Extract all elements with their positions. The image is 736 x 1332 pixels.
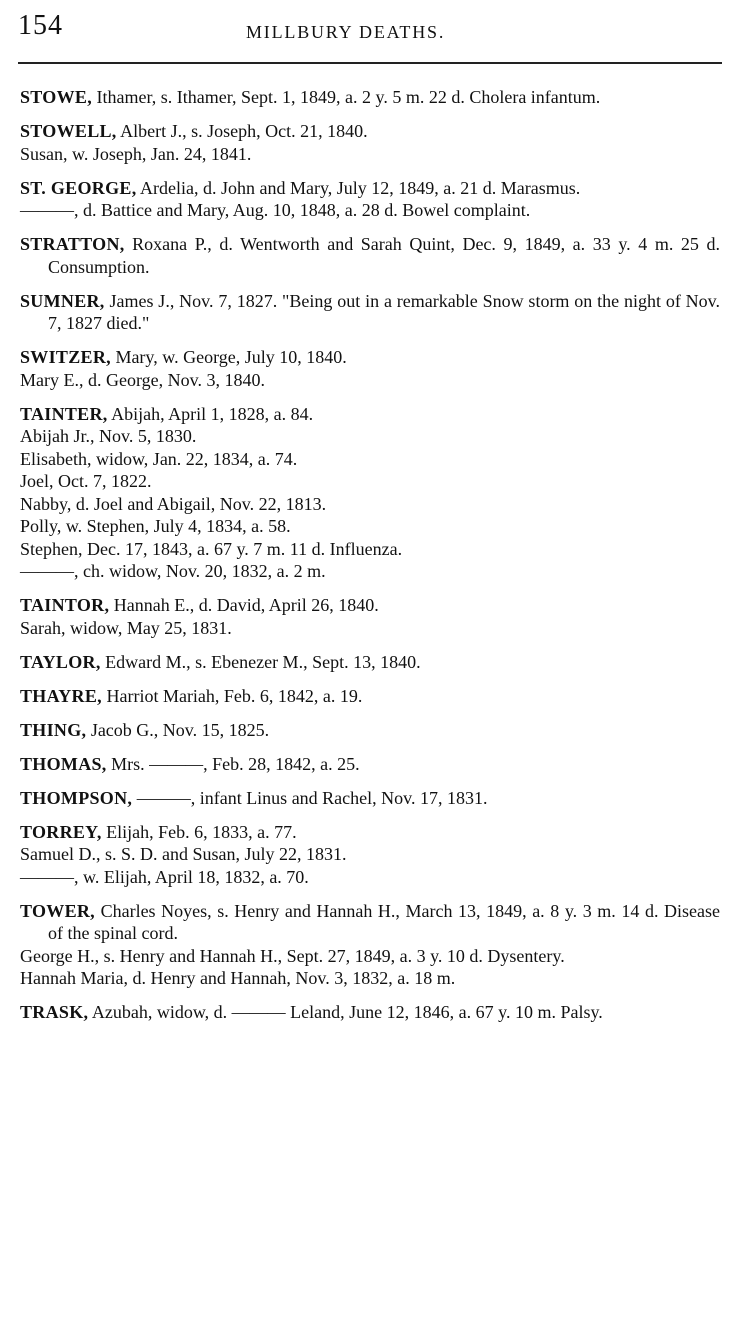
entry-line bbox=[20, 493, 720, 516]
entry-first-line bbox=[20, 900, 720, 945]
entry-first-line bbox=[20, 403, 720, 426]
surname-group bbox=[20, 900, 720, 990]
entry-line bbox=[20, 425, 720, 448]
surname-heading: THOMPSON, bbox=[20, 787, 133, 808]
entry-text: Abijah Jr., Nov. 5, 1830. bbox=[20, 426, 197, 446]
entry-line bbox=[20, 448, 720, 471]
surname-group bbox=[20, 787, 720, 810]
page-number: 154 bbox=[18, 10, 63, 41]
entry-text: Elijah, Feb. 6, 1833, a. 77. bbox=[106, 821, 297, 842]
entry-first-line bbox=[20, 177, 720, 200]
entry-line bbox=[20, 967, 720, 990]
entry-line bbox=[20, 617, 720, 640]
surname-heading: THING, bbox=[20, 719, 87, 740]
surname-heading: STRATTON, bbox=[20, 234, 125, 254]
entry-line bbox=[20, 945, 720, 968]
entry-line bbox=[20, 515, 720, 538]
surname-group bbox=[20, 821, 720, 889]
surname-group bbox=[20, 290, 720, 335]
entry-text: Harriot Mariah, Feb. 6, 1842, a. 19. bbox=[106, 685, 363, 706]
entry-text: Joel, Oct. 7, 1822. bbox=[20, 471, 152, 491]
entry-text: Hannah E., d. David, April 26, 1840. bbox=[113, 595, 379, 615]
surname-group bbox=[20, 685, 720, 708]
surname-group bbox=[20, 403, 720, 583]
running-title: MILLBURY DEATHS. bbox=[246, 22, 446, 42]
surname-heading: TAYLOR, bbox=[20, 651, 101, 672]
surname-heading: SUMNER, bbox=[20, 290, 105, 311]
entry-first-line bbox=[20, 1001, 720, 1024]
entry-text: Nabby, d. Joel and Abigail, Nov. 22, 1813. bbox=[20, 493, 327, 514]
entry-text: Roxana P., d. Wentworth and Sarah Quint, Dec. 9, 1849, a. 33 y. 4 m. 25 d. Consumption. bbox=[48, 234, 721, 277]
death-records-list bbox=[20, 86, 720, 1035]
surname-group bbox=[20, 594, 720, 639]
entry-text: Abijah, April 1, 1828, a. 84. bbox=[111, 403, 314, 424]
entry-line bbox=[20, 538, 720, 561]
header-rule bbox=[18, 62, 722, 64]
entry-first-line bbox=[20, 787, 720, 810]
entry-text: ———, infant Linus and Rachel, Nov. 17, 1831. bbox=[136, 787, 488, 808]
entry-text: Stephen, Dec. 17, 1843, a. 67 y. 7 m. 11 d. Influenza. bbox=[20, 538, 403, 559]
surname-heading: TRASK, bbox=[20, 1002, 89, 1022]
entry-text: Elisabeth, widow, Jan. 22, 1834, a. 74. bbox=[20, 448, 298, 469]
surname-heading: THOMAS, bbox=[20, 753, 107, 774]
entry-text: Charles Noyes, s. Henry and Hannah H., March 13, 1849, a. 8 y. 3 m. 14 d. Disease of the spinal cord. bbox=[48, 900, 720, 943]
entry-text: Samuel D., s. S. D. and Susan, July 22, 1831. bbox=[20, 844, 347, 864]
surname-heading: ST. GEORGE, bbox=[20, 177, 137, 198]
surname-heading: STOWELL, bbox=[20, 121, 117, 141]
entry-text: Mrs. ———, Feb. 28, 1842, a. 25. bbox=[111, 753, 360, 774]
entry-line bbox=[20, 866, 720, 889]
surname-group bbox=[20, 719, 720, 742]
entry-first-line bbox=[20, 594, 720, 617]
surname-group bbox=[20, 86, 720, 109]
entry-text: Ardelia, d. John and Mary, July 12, 1849, a. 21 d. Marasmus. bbox=[140, 177, 581, 198]
entry-text: Edward M., s. Ebenezer M., Sept. 13, 1840. bbox=[105, 651, 421, 672]
surname-heading: SWITZER, bbox=[20, 347, 111, 367]
entry-first-line bbox=[20, 346, 720, 369]
entry-text: Mary E., d. George, Nov. 3, 1840. bbox=[20, 369, 265, 390]
entry-text: ———, ch. widow, Nov. 20, 1832, a. 2 m. bbox=[20, 561, 326, 581]
surname-heading: TORREY, bbox=[20, 821, 102, 842]
surname-group bbox=[20, 1001, 720, 1024]
entry-line bbox=[20, 143, 720, 166]
entry-line bbox=[20, 470, 720, 493]
surname-heading: STOWE, bbox=[20, 87, 92, 107]
entry-text: Mary, w. George, July 10, 1840. bbox=[115, 347, 347, 367]
entry-line bbox=[20, 843, 720, 866]
entry-line bbox=[20, 199, 720, 222]
entry-first-line bbox=[20, 290, 720, 335]
entry-text: ———, d. Battice and Mary, Aug. 10, 1848, a. 28 d. Bowel complaint. bbox=[20, 200, 531, 220]
page-header bbox=[18, 10, 723, 50]
surname-heading: THAYRE, bbox=[20, 685, 102, 706]
entry-first-line bbox=[20, 233, 720, 278]
entry-text: Jacob G., Nov. 15, 1825. bbox=[90, 719, 270, 740]
entry-first-line bbox=[20, 719, 720, 742]
entry-first-line bbox=[20, 86, 720, 109]
entry-text: Sarah, widow, May 25, 1831. bbox=[20, 617, 232, 638]
entry-text: Ithamer, s. Ithamer, Sept. 1, 1849, a. 2 y. 5 m. 22 d. Cholera infantum. bbox=[96, 87, 601, 107]
entry-text: Polly, w. Stephen, July 4, 1834, a. 58. bbox=[20, 516, 291, 536]
entry-first-line bbox=[20, 821, 720, 844]
entry-text: George H., s. Henry and Hannah H., Sept. 27, 1849, a. 3 y. 10 d. Dysentery. bbox=[20, 945, 565, 966]
surname-group bbox=[20, 346, 720, 391]
surname-heading: TAINTOR, bbox=[20, 595, 110, 615]
surname-group bbox=[20, 651, 720, 674]
entry-text: Azubah, widow, d. ——— Leland, June 12, 1846, a. 67 y. 10 m. Palsy. bbox=[91, 1002, 603, 1022]
entry-text: Susan, w. Joseph, Jan. 24, 1841. bbox=[20, 143, 252, 164]
entry-text: ———, w. Elijah, April 18, 1832, a. 70. bbox=[20, 866, 309, 887]
entry-first-line bbox=[20, 651, 720, 674]
entry-text: James J., Nov. 7, 1827. "Being out in a remarkable Snow storm on the night of Nov. 7, 1827 died." bbox=[48, 290, 721, 333]
surname-group bbox=[20, 120, 720, 165]
surname-group bbox=[20, 753, 720, 776]
surname-heading: TOWER, bbox=[20, 900, 95, 921]
entry-line bbox=[20, 369, 720, 392]
entry-text: Hannah Maria, d. Henry and Hannah, Nov. 3, 1832, a. 18 m. bbox=[20, 968, 456, 988]
entry-first-line bbox=[20, 685, 720, 708]
surname-heading: TAINTER, bbox=[20, 403, 108, 424]
entry-first-line bbox=[20, 753, 720, 776]
entry-first-line bbox=[20, 120, 720, 143]
entry-line bbox=[20, 560, 720, 583]
surname-group bbox=[20, 177, 720, 222]
surname-group bbox=[20, 233, 720, 278]
entry-text: Albert J., s. Joseph, Oct. 21, 1840. bbox=[120, 121, 368, 141]
